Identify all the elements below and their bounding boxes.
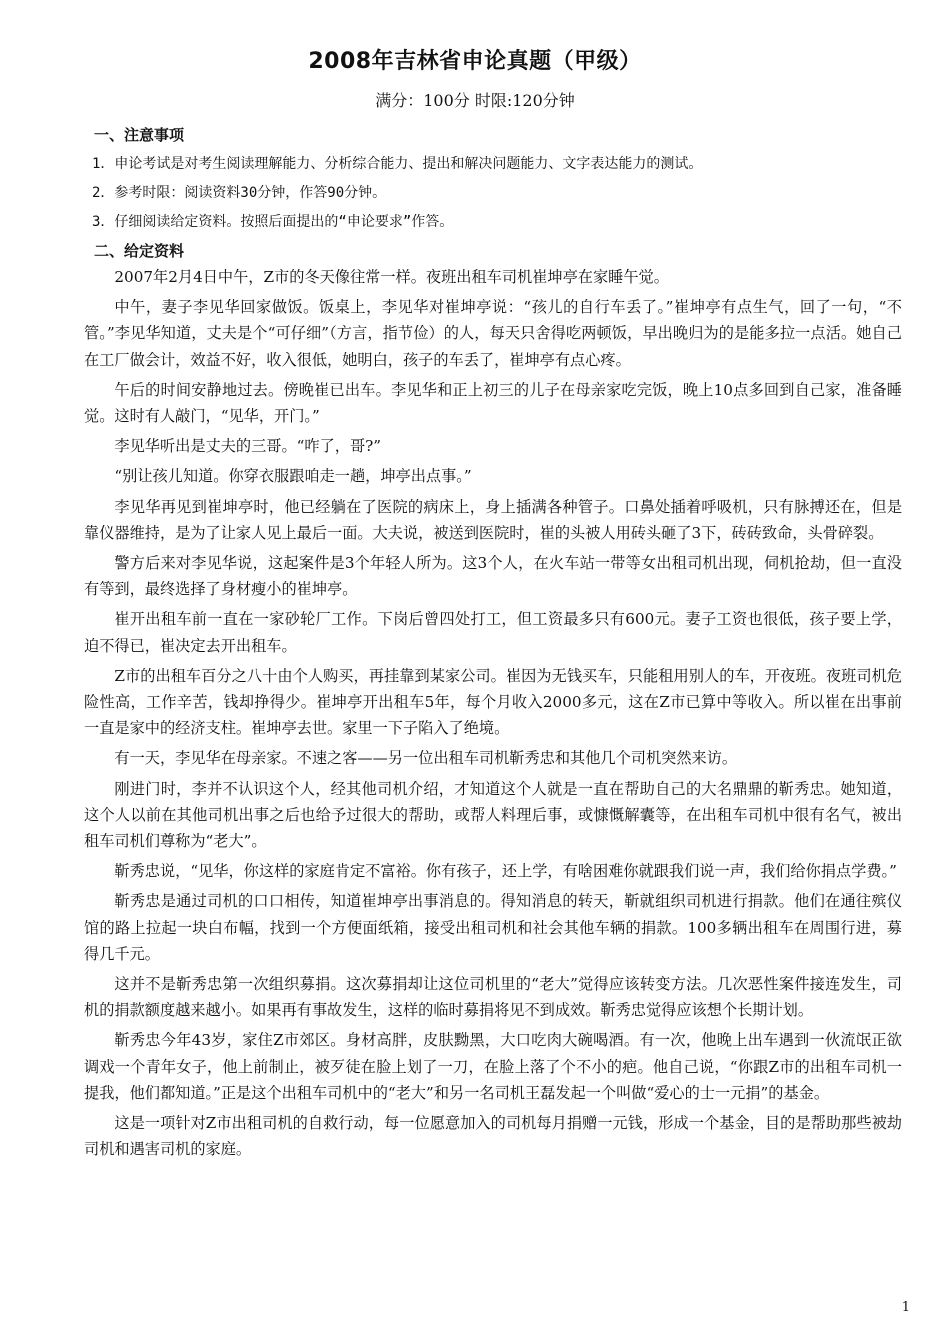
material-paragraph: 这并不是靳秀忠第一次组织募捐。这次募捐却让这位司机里的“老大”觉得应该转变方法。几次恶性案件接连发生，司机的捐款额度越来越小。如果再有事故发生，这样的临时募捐将见不到成效。靳秀忠觉得应该想个长期计划。 <box>84 975 902 1020</box>
material-paragraph: 刚进门时，李并不认识这个人，经其他司机介绍，才知道这个人就是一直在帮助自己的大名鼎鼎的靳秀忠。她知道，这个人以前在其他司机出事之后也给予过很大的帮助，或帮人料理后事，或慷慨解囊等，在出租车司机中很有名气，被出租车司机们尊称为“老大”。 <box>84 779 902 851</box>
material-paragraph: 中午，妻子李见华回家做饭。饭桌上，李见华对崔坤亭说：“孩儿的自行车丢了。”崔坤亭有点生气，回了一句，“不管。”李见华知道，丈夫是个“可仔细”（方言，指节俭）的人，每天只舍得吃两顿饭，早出晚归为的是能多拉一点活。她自己在工厂做会计，效益不好，收入很低，她明白，孩子的车丢了，崔坤亭有点心疼。 <box>84 298 902 369</box>
section-heading-materials: 二、给定资料 <box>94 242 185 260</box>
material-paragraph: 午后的时间安静地过去。傍晚崔已出车。李见华和正上初三的儿子在母亲家吃完饭，晚上10点多回到自己家，准备睡觉。这时有人敲门，“见华，开门。” <box>84 380 902 426</box>
material-paragraph: 李见华再见到崔坤亭时，他已经躺在了医院的病床上，身上插满各种管子。口鼻处插着呼吸机，只有脉搏还在，但是靠仪器维持，是为了让家人见上最后一面。大夫说，被送到医院时，崔的头被人用砖头砸了3下，砖砖致命，头骨碎裂。 <box>84 497 902 542</box>
page-title: 2008年吉林省申论真题（甲级） <box>308 49 642 74</box>
document-body <box>84 122 902 1167</box>
section-heading-notes: 一、注意事项 <box>94 126 185 144</box>
note-item: 1．申论考试是对考生阅读理解能力、分析综合能力、提出和解决问题能力、文字表达能力的测试。 <box>92 156 703 172</box>
material-paragraph: 有一天，李见华在母亲家。不速之客——另一位出租车司机靳秀忠和其他几个司机突然来访。 <box>114 749 738 768</box>
material-paragraph: Z市的出租车百分之八十由个人购买，再挂靠到某家公司。崔因为无钱买车，只能租用别人的车，开夜班。夜班司机危险性高，工作辛苦，钱却挣得少。崔坤亭开出租车5年，每个月收入2000多元，这在Z市已算中等收入。所以崔在出事前一直是家中的经济支柱。崔坤亭去世。家里一下子陷入了绝境。 <box>84 666 902 738</box>
material-paragraph: 崔开出租车前一直在一家砂轮厂工作。下岗后曾四处打工，但工资最多只有600元。妻子工资也很低，孩子要上学，迫不得已，崔决定去开出租车。 <box>84 610 902 655</box>
note-item: 3．仔细阅读给定资料。按照后面提出的“申论要求”作答。 <box>92 214 454 230</box>
material-paragraph: 靳秀忠今年43岁，家住Z市郊区。身材高胖，皮肤黝黑，大口吃肉大碗喝酒。有一次，他晚上出车遇到一伙流氓正欲调戏一个青年女子，他上前制止，被歹徒在脸上划了一刀，在脸上落了个不小的疤。他自己说，“你跟Z市的出租车司机一提我，他们都知道。”正是这个出租车司机中的“老大”和另一名司机王磊发起一个叫做“爱心的士一元捐”的基金。 <box>84 1031 902 1102</box>
material-paragraph: 这是一项针对Z市出租司机的自救行动，每一位愿意加入的司机每月捐赠一元钱，形成一个基金，目的是帮助那些被劫司机和遇害司机的家庭。 <box>84 1114 902 1159</box>
material-paragraph: 靳秀忠是通过司机的口口相传，知道崔坤亭出事消息的。得知消息的转天，靳就组织司机进行捐款。他们在通往殡仪馆的路上拉起一块白布幅，找到一个方便面纸箱，接受出租司机和社会其他车辆的捐款。100多辆出租车在周围行进，募得几千元。 <box>84 892 902 963</box>
exam-meta: 满分：100分 时限:120分钟 <box>375 91 575 110</box>
material-paragraph: “别让孩儿知道。你穿衣服跟咱走一趟，坤亭出点事。” <box>114 467 472 486</box>
page-number: 1 <box>901 1300 910 1315</box>
material-paragraph: 李见华听出是丈夫的三哥。“咋了，哥?” <box>114 437 382 456</box>
material-paragraph: 警方后来对李见华说，这起案件是3个年轻人所为。这3个人，在火车站一带等女出租司机出现，伺机抢劫，但一直没有等到，最终选择了身材瘦小的崔坤亭。 <box>84 554 902 599</box>
material-paragraph: 靳秀忠说，“见华，你这样的家庭肯定不富裕。你有孩子，还上学，有啥困难你就跟我们说一声，我们给你捐点学费。” <box>114 862 897 881</box>
note-item: 2．参考时限：阅读资料30分钟，作答90分钟。 <box>92 185 387 201</box>
material-paragraph: 2007年2月4日中午，Z市的冬天像往常一样。夜班出租车司机崔坤亭在家睡午觉。 <box>114 268 669 286</box>
